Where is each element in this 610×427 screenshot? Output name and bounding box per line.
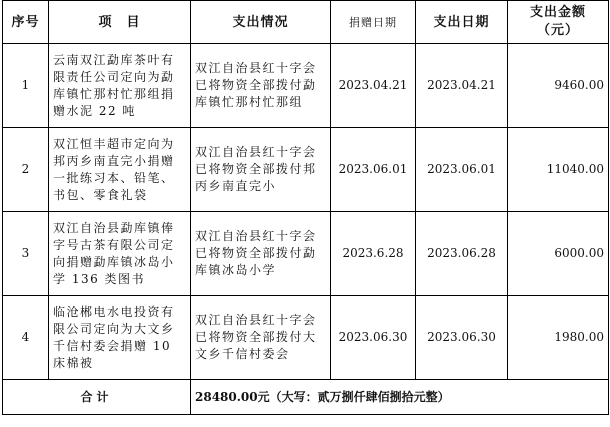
cell-amount: 11040.00 <box>508 128 609 212</box>
header-amount-line1: 支出金额 <box>529 5 586 20</box>
header-no: 序号 <box>3 1 49 44</box>
cell-donation-date: 2023.04.21 <box>331 44 416 128</box>
header-row <box>3 1 609 44</box>
header-desc: 支出情况 <box>191 1 331 44</box>
cell-donation-date: 2023.06.30 <box>331 296 416 380</box>
total-value: 28480.00元（大写：贰万捌仟肆佰捌拾元整） <box>191 380 609 415</box>
header-item: 项 目 <box>49 1 191 44</box>
header-amount-line2: （元） <box>536 23 579 38</box>
cell-amount: 1980.00 <box>508 296 609 380</box>
cell-item: 双江自治县勐库镇俸字号古茶有限公司定向捐赠勐库镇冰岛小学 136 类图书 <box>49 212 191 296</box>
cell-item: 双江恒丰超市定向为邦丙乡南直完小捐赠一批练习本、铅笔、书包、零食礼袋 <box>49 128 191 212</box>
header-donation-date: 捐赠日期 <box>331 1 416 44</box>
header-expense-date: 支出日期 <box>416 1 508 44</box>
cell-expense-date: 2023.06.01 <box>416 128 508 212</box>
cell-expense-date: 2023.04.21 <box>416 44 508 128</box>
cell-no: 2 <box>3 128 49 212</box>
cell-no: 3 <box>3 212 49 296</box>
cell-expense-date: 2023.06.30 <box>416 296 508 380</box>
total-row <box>3 380 609 415</box>
cell-desc: 双江自治县红十字会已将物资全部拨付大文乡千信村委会 <box>191 296 331 380</box>
expenditure-table <box>2 0 609 415</box>
cell-item: 云南双江勐库茶叶有限责任公司定向为勐库镇忙那村忙那组捐赠水泥 22 吨 <box>49 44 191 128</box>
header-amount <box>508 1 609 44</box>
cell-item: 临沧郴电水电投资有限公司定向为大文乡千信村委会捐赠 10 床棉被 <box>49 296 191 380</box>
cell-amount: 6000.00 <box>508 212 609 296</box>
cell-no: 1 <box>3 44 49 128</box>
cell-desc: 双江自治县红十字会已将物资全部拨付邦丙乡南直完小 <box>191 128 331 212</box>
cell-expense-date: 2023.06.28 <box>416 212 508 296</box>
cell-amount: 9460.00 <box>508 44 609 128</box>
cell-donation-date: 2023.06.01 <box>331 128 416 212</box>
table-row <box>3 44 609 128</box>
cell-desc: 双江自治县红十字会已将物资全部拨付勐库镇忙那村忙那组 <box>191 44 331 128</box>
table-row <box>3 128 609 212</box>
table-row <box>3 212 609 296</box>
cell-no: 4 <box>3 296 49 380</box>
cell-donation-date: 2023.6.28 <box>331 212 416 296</box>
total-label: 合计 <box>3 380 191 415</box>
cell-desc: 双江自治县红十字会已将物资全部拨付勐库镇冰岛小学 <box>191 212 331 296</box>
table-row <box>3 296 609 380</box>
